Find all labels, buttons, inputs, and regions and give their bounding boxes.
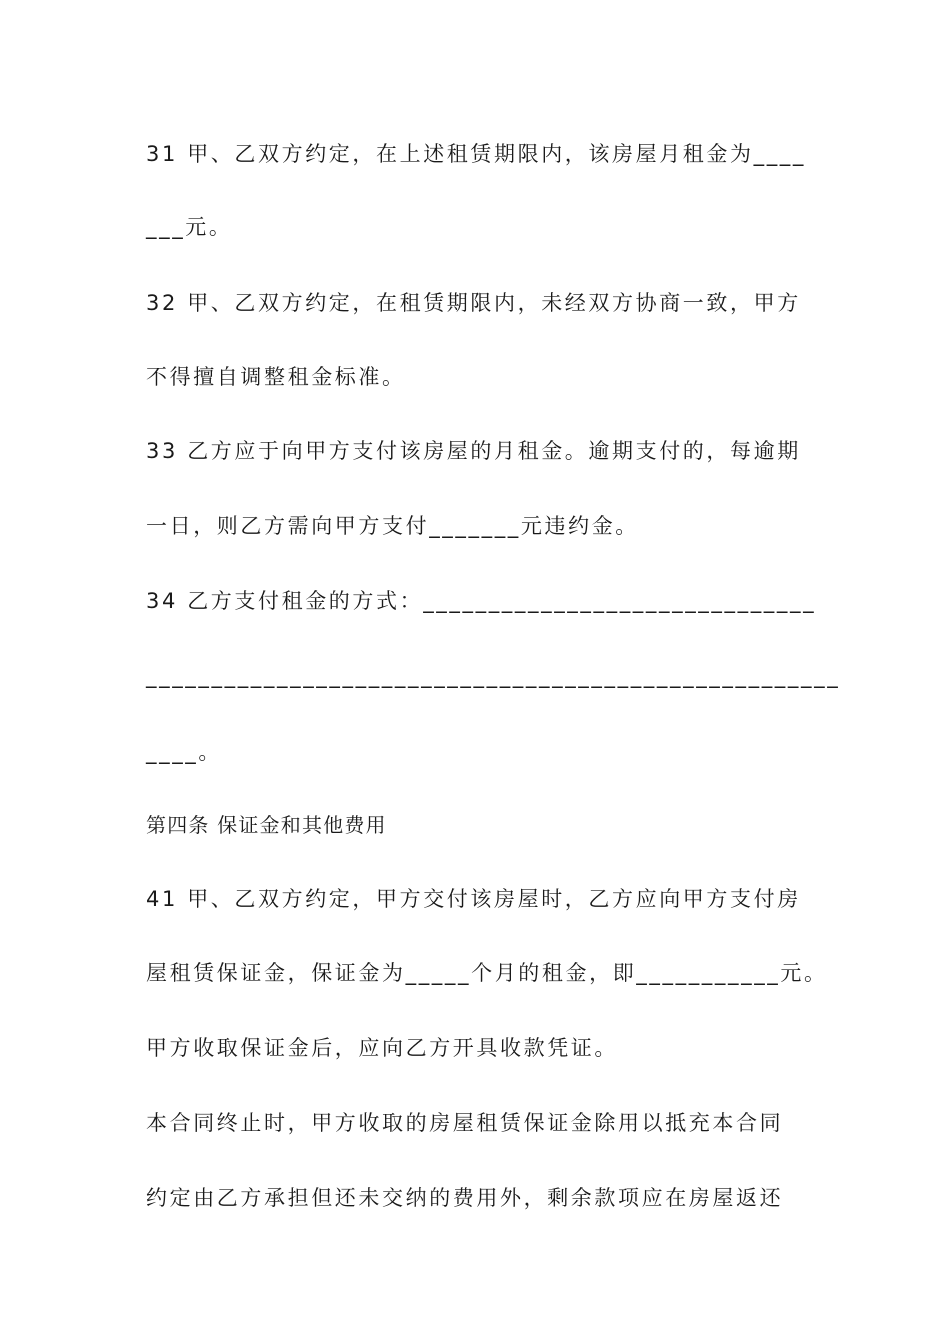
clause-4-1-line-2: 屋租赁保证金，保证金为_____个月的租金，即___________元。: [146, 961, 828, 985]
clause-3-2-line-2: 不得擅自调整租金标准。: [146, 365, 406, 389]
clause-3-2-line-1: 32 甲、乙双方约定，在租赁期限内，未经双方协商一致，甲方: [146, 291, 801, 315]
clause-3-4-line-1: 34 乙方支付租金的方式：______________________________: [146, 589, 817, 613]
section-4-heading: 第四条 保证金和其他费用: [146, 813, 387, 837]
clause-3-1-line-1: 31 甲、乙双方约定，在上述租赁期限内，该房屋月租金为____: [146, 142, 806, 166]
clause-3-3-line-1: 33 乙方应于向甲方支付该房屋的月租金。逾期支付的，每逾期: [146, 439, 801, 463]
clause-3-3-line-2: 一日，则乙方需向甲方支付_______元违约金。: [146, 514, 639, 538]
clause-3-4-line-2: _____________________________________________________: [146, 664, 841, 688]
clause-4-1-line-1: 41 甲、乙双方约定，甲方交付该房屋时，乙方应向甲方支付房: [146, 887, 801, 911]
clause-4-2-line-1: 本合同终止时，甲方收取的房屋租赁保证金除用以抵充本合同: [146, 1111, 784, 1135]
clause-4-2-line-2: 约定由乙方承担但还未交纳的费用外，剩余款项应在房屋返还: [146, 1186, 784, 1210]
clause-3-4-line-3: ____。: [146, 740, 222, 764]
clause-3-1-line-2: ___元。: [146, 215, 233, 239]
clause-4-1-line-3: 甲方收取保证金后，应向乙方开具收款凭证。: [146, 1036, 618, 1060]
